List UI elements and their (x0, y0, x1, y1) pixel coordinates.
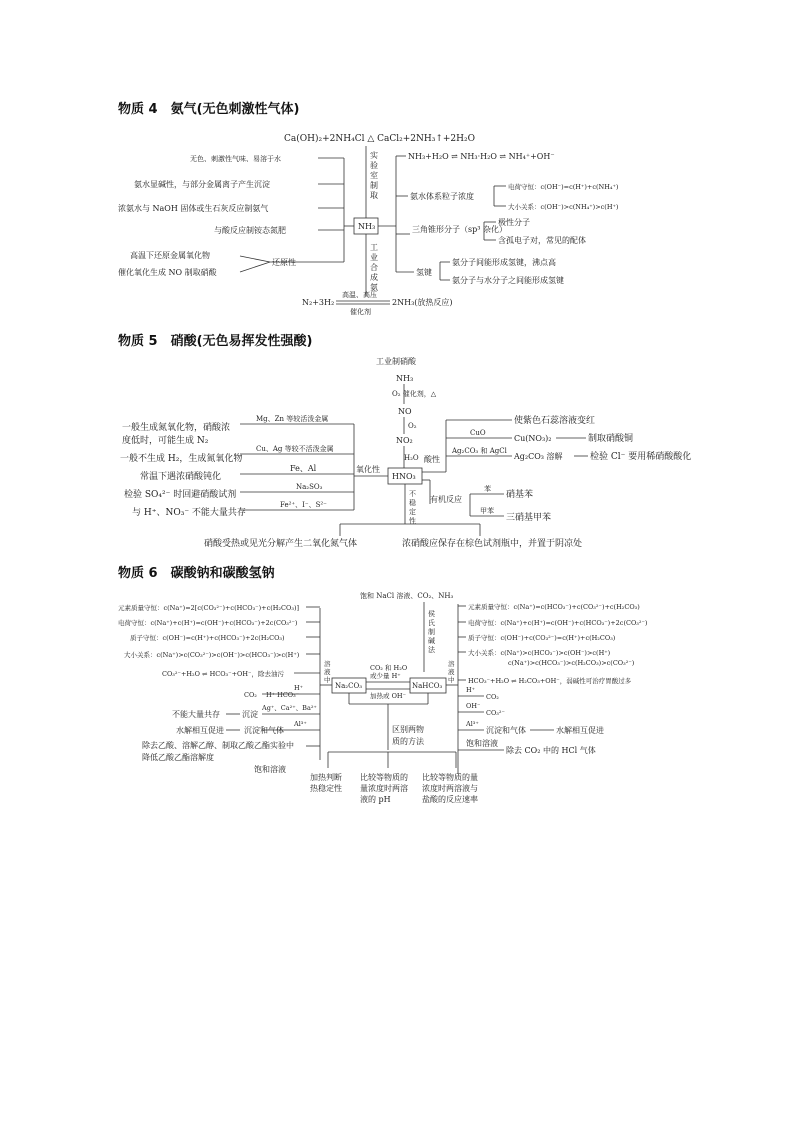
ammonia-charge: 电荷守恒：c(OH⁻)=c(H⁺)+c(NH₄⁺) (508, 183, 619, 191)
right-solution-1: 溶 (448, 660, 455, 668)
svg-text:中: 中 (324, 676, 331, 684)
svg-text:合: 合 (370, 263, 378, 272)
method-1b: 热稳定性 (310, 784, 342, 793)
ammonia-left-4: 与酸反应制铵态氮肥 (214, 226, 286, 235)
nitric-industry-title: 工业制硝酸 (376, 357, 416, 366)
svg-text:验: 验 (370, 161, 378, 170)
acid-item-3: 检验 Cl⁻ 要用稀硝酸酸化 (590, 452, 692, 462)
chain-nh3: NH₃ (396, 374, 414, 383)
ammonia-center: NH₃ (358, 222, 376, 231)
ammonia-left-6: 催化氧化生成 NO 制取硝酸 (118, 268, 217, 277)
left-saturated: 饱和溶液 (254, 765, 286, 774)
carb-left-5: CO₃²⁻+H₂O ⇌ HCO₃⁻+OH⁻，除去油污 (162, 670, 284, 678)
carb-left-1: 元素质量守恒：c(Na⁺)=2[c(CO₃²⁻)+c(HCO₃⁻)+c(H₂CO₃)] (118, 604, 300, 612)
svg-text:定: 定 (409, 508, 416, 516)
carb-left-3: 质子守恒：c(OH⁻)=c(H⁺)+c(HCO₃⁻)+2c(H₂CO₃) (130, 634, 285, 642)
right-ion-1: H⁺ (466, 686, 476, 694)
carb-right-2: 电荷守恒：c(Na⁺)+c(H⁺)=c(OH⁻)+c(HCO₃⁻)+2c(CO₃²⁻) (468, 619, 648, 627)
svg-text:浓度时两溶液与: 浓度时两溶液与 (422, 784, 478, 793)
ammonia-water-label: 氨水体系粒子浓度 (410, 192, 474, 201)
left-ion-4: Ag⁺、Ca²⁺、Ba²⁺ (262, 704, 317, 712)
section-title-carbonate: 物质 6 碳酸钠和碳酸氢钠 (118, 566, 275, 581)
section-title-nitric-acid: 物质 5 硝酸(无色易挥发性强酸) (118, 334, 313, 349)
carb-right-6: HCO₃⁻+H₂O ⇌ H₂CO₃+OH⁻，弱碱性可治疗胃酸过多 (468, 677, 632, 685)
svg-text:盐酸的反应速率: 盐酸的反应速率 (422, 795, 478, 804)
lab-vertical-1: 实 (370, 151, 378, 160)
ethyl-1: 除去乙酸、溶解乙醇、制取乙酸乙酯实验中 (142, 741, 294, 750)
svg-text:度低时，可能生成 N₂: 度低时，可能生成 N₂ (122, 436, 209, 446)
reagent-4: Na₂SO₃ (296, 483, 323, 491)
right-hydrolysis: 水解相互促进 (556, 726, 604, 735)
svg-text:中: 中 (448, 676, 455, 684)
nitric-left-3: 常温下遇浓硝酸钝化 (140, 472, 222, 482)
nitric-left-4: 检验 SO₄²⁻ 时回避硝酸试剂 (124, 490, 237, 500)
left-hydrolysis: 水解相互促进 (176, 726, 224, 735)
svg-text:取: 取 (370, 191, 378, 200)
svg-text:氨: 氨 (370, 283, 378, 292)
convert-top-2: 或少量 H⁺ (370, 672, 401, 680)
hbond-label: 氢键 (416, 268, 432, 277)
carb-right-5: c(Na⁺)>c(HCO₃⁻)>c(H₂CO₃)>c(CO₃²⁻) (508, 659, 635, 667)
hou-vertical: 侯 (428, 610, 435, 618)
ammonia-equilibrium: NH₃+H₂O ⇌ NH₃·H₂O ⇌ NH₄⁺+OH⁻ (408, 152, 555, 161)
chain-o2-catalyst: O₂ 催化剂，△ (392, 390, 437, 398)
right-saturated: 饱和溶液 (466, 739, 498, 748)
right-ion-5: Al³⁺ (466, 720, 479, 728)
svg-text:碱: 碱 (428, 637, 435, 645)
right-ion-3: OH⁻ (466, 702, 481, 710)
nitric-bottom-1: 硝酸受热或见光分解产生二氧化氮气体 (204, 539, 358, 549)
hbond-1: 氨分子间能形成氢键，沸点高 (452, 258, 556, 267)
carb-right-1: 元素质量守恒：c(Na⁺)=c(HCO₃⁻)+c(CO₃²⁻)+c(H₂CO₃) (468, 603, 640, 611)
svg-text:制: 制 (428, 628, 435, 636)
chain-no2: NO₂ (396, 436, 413, 445)
svg-text:液的 pH: 液的 pH (360, 795, 391, 804)
nahco3: NaHCO₃ (412, 682, 443, 690)
ethyl-2: 降低乙酸乙酯溶解度 (142, 753, 214, 762)
pyramid-label: 三角锥形分子（sp³ 杂化） (412, 225, 507, 234)
chain-no: NO (398, 407, 412, 416)
convert-top-1: CO₂ 和 H₂O (370, 664, 408, 672)
toluene: 甲苯 (480, 507, 494, 515)
carb-right-4: 大小关系：c(Na⁺)>c(HCO₃⁻)>c(OH⁻)>c(H⁺) (468, 649, 611, 657)
nitrobenzene: 硝基苯 (506, 490, 534, 500)
nitric-bottom-2: 浓硝酸应保存在棕色试剂瓶中，并置于阴凉处 (402, 539, 583, 549)
carb-right-3: 质子守恒：c(OH⁻)+c(CO₃²⁻)=c(H⁺)+c(H₂CO₃) (468, 634, 616, 642)
svg-text:业: 业 (370, 253, 378, 262)
left-ion-1: H⁺ (294, 684, 304, 692)
reagent-2: Cu、Ag 等较不活泼金属 (256, 445, 334, 453)
left-ion-5: Al³⁺ (294, 720, 307, 728)
industry-vertical: 工 (370, 243, 378, 252)
svg-text:法: 法 (428, 646, 435, 654)
nitric-diagram (120, 356, 691, 549)
lone-pair: 含孤电子对，常见的配体 (498, 236, 586, 245)
right-remove: 除去 CO₂ 中的 HCl 气体 (506, 746, 596, 755)
acid-item-1: 使紫色石蕊溶液变红 (514, 416, 596, 426)
synthesis-catalyst: 催化剂 (350, 308, 371, 316)
convert-bottom: 加热或 OH⁻ (370, 692, 406, 700)
right-precip: 沉淀和气体 (486, 726, 526, 735)
reagent-5: Fe²⁺、I⁻、S²⁻ (280, 501, 327, 509)
right-ion-4: CO₃²⁻ (486, 709, 505, 717)
ammonia-lab-equation: Ca(OH)₂+2NH₄Cl △ CaCl₂+2NH₃↑+2H₂O (284, 134, 475, 144)
acid-label: 酸性 (424, 455, 440, 464)
nitric-left-2: 一般不生成 H₂，生成氮氧化物 (120, 454, 243, 464)
svg-text:稳: 稳 (409, 499, 416, 507)
svg-text:氏: 氏 (428, 619, 435, 627)
acid-item-2: 制取硝酸铜 (588, 434, 634, 444)
reagent-3: Fe、Al (290, 464, 317, 473)
left-ion-3: H⁺ HCO₃⁻ (266, 691, 300, 699)
svg-text:室: 室 (370, 171, 378, 180)
synthesis-conditions: 高温、高压 (342, 291, 377, 299)
unstable-vertical: 不 (409, 490, 416, 498)
ag-label: Ag₂CO₃ 和 AgCl (452, 447, 507, 455)
carb-left-2: 电荷守恒：c(Na⁺)+c(H⁺)=c(OH⁻)+c(HCO₃⁻)+2c(CO₃²⁻) (118, 619, 298, 627)
hbond-2: 氨分子与水分子之间能形成氢键 (452, 276, 564, 285)
ammonia-size: 大小关系：c(OH⁻)>c(NH₄⁺)>c(H⁺) (508, 203, 619, 211)
method-3a: 比较等物质的量 (422, 773, 478, 782)
reducing-label: 还原性 (272, 258, 296, 267)
right-ion-2: CO₂ (486, 693, 499, 701)
svg-text:液: 液 (324, 668, 331, 676)
na2co3: Na₂CO₃ (335, 682, 363, 690)
left-solution-1: 溶 (324, 660, 331, 668)
reagent-1: Mg、Zn 等较活泼金属 (256, 415, 329, 423)
ammonia-left-3: 浓氨水与 NaOH 固体或生石灰反应制氨气 (118, 204, 269, 213)
nitric-center: HNO₃ (392, 472, 416, 481)
svg-text:液: 液 (448, 668, 455, 676)
carb-left-4: 大小关系：c(Na⁺)>c(CO₃²⁻)>c(OH⁻)>c(HCO₃⁻)>c(H⁺) (124, 651, 300, 659)
ammonia-left-5: 高温下还原金属氧化物 (130, 251, 210, 260)
ammonia-diagram (118, 133, 619, 316)
ammonia-left-2: 氨水显碱性，与部分金属离子产生沉淀 (134, 180, 270, 189)
svg-text:成: 成 (370, 273, 378, 282)
svg-text:制: 制 (370, 181, 378, 190)
chain-h2o: H₂O (404, 454, 419, 462)
organic-label: 有机反应 (430, 495, 462, 504)
ag-dissolve: Ag₂CO₃ 溶解 (514, 452, 563, 461)
left-coexist: 不能大量共存 (172, 710, 220, 719)
svg-text:量浓度时两溶: 量浓度时两溶 (360, 784, 408, 793)
section-title-ammonia: 物质 4 氨气(无色刺激性气体) (118, 102, 300, 117)
oxidizing-label: 氧化性 (356, 465, 380, 474)
left-precip-gas: 沉淀和气体 (244, 726, 284, 735)
left-precipitate: 沉淀 (242, 710, 258, 719)
nitric-left-5: 与 H⁺、NO₃⁻ 不能大量共存 (132, 508, 246, 518)
left-ion-2: CO₂ (244, 691, 257, 699)
nitric-left-1: 一般生成氮氧化物，硝酸浓 (122, 423, 231, 433)
synthesis-left: N₂+3H₂ (302, 298, 335, 307)
polar-molecule: 极性分子 (498, 218, 530, 227)
synthesis-right: 2NH₃(放热反应) (392, 298, 453, 307)
carbonate-diagram (118, 591, 648, 804)
tnt: 三硝基甲苯 (506, 513, 552, 523)
distinguish-2: 质的方法 (392, 737, 424, 746)
svg-text:性: 性 (409, 517, 416, 525)
cuno3: Cu(NO₃)₂ (514, 434, 552, 443)
method-1a: 加热判断 (310, 773, 342, 782)
benzene: 苯 (484, 485, 491, 493)
ammonia-left-1: 无色、刺激性气味、易溶于水 (190, 155, 281, 163)
cuo-label: CuO (470, 429, 486, 437)
hou-top-label: 饱和 NaCl 溶液、CO₂、NH₃ (360, 592, 454, 600)
distinguish-1: 区别两物 (392, 725, 424, 734)
method-2a: 比较等物质的 (360, 773, 408, 782)
chain-o2: O₂ (408, 422, 417, 430)
